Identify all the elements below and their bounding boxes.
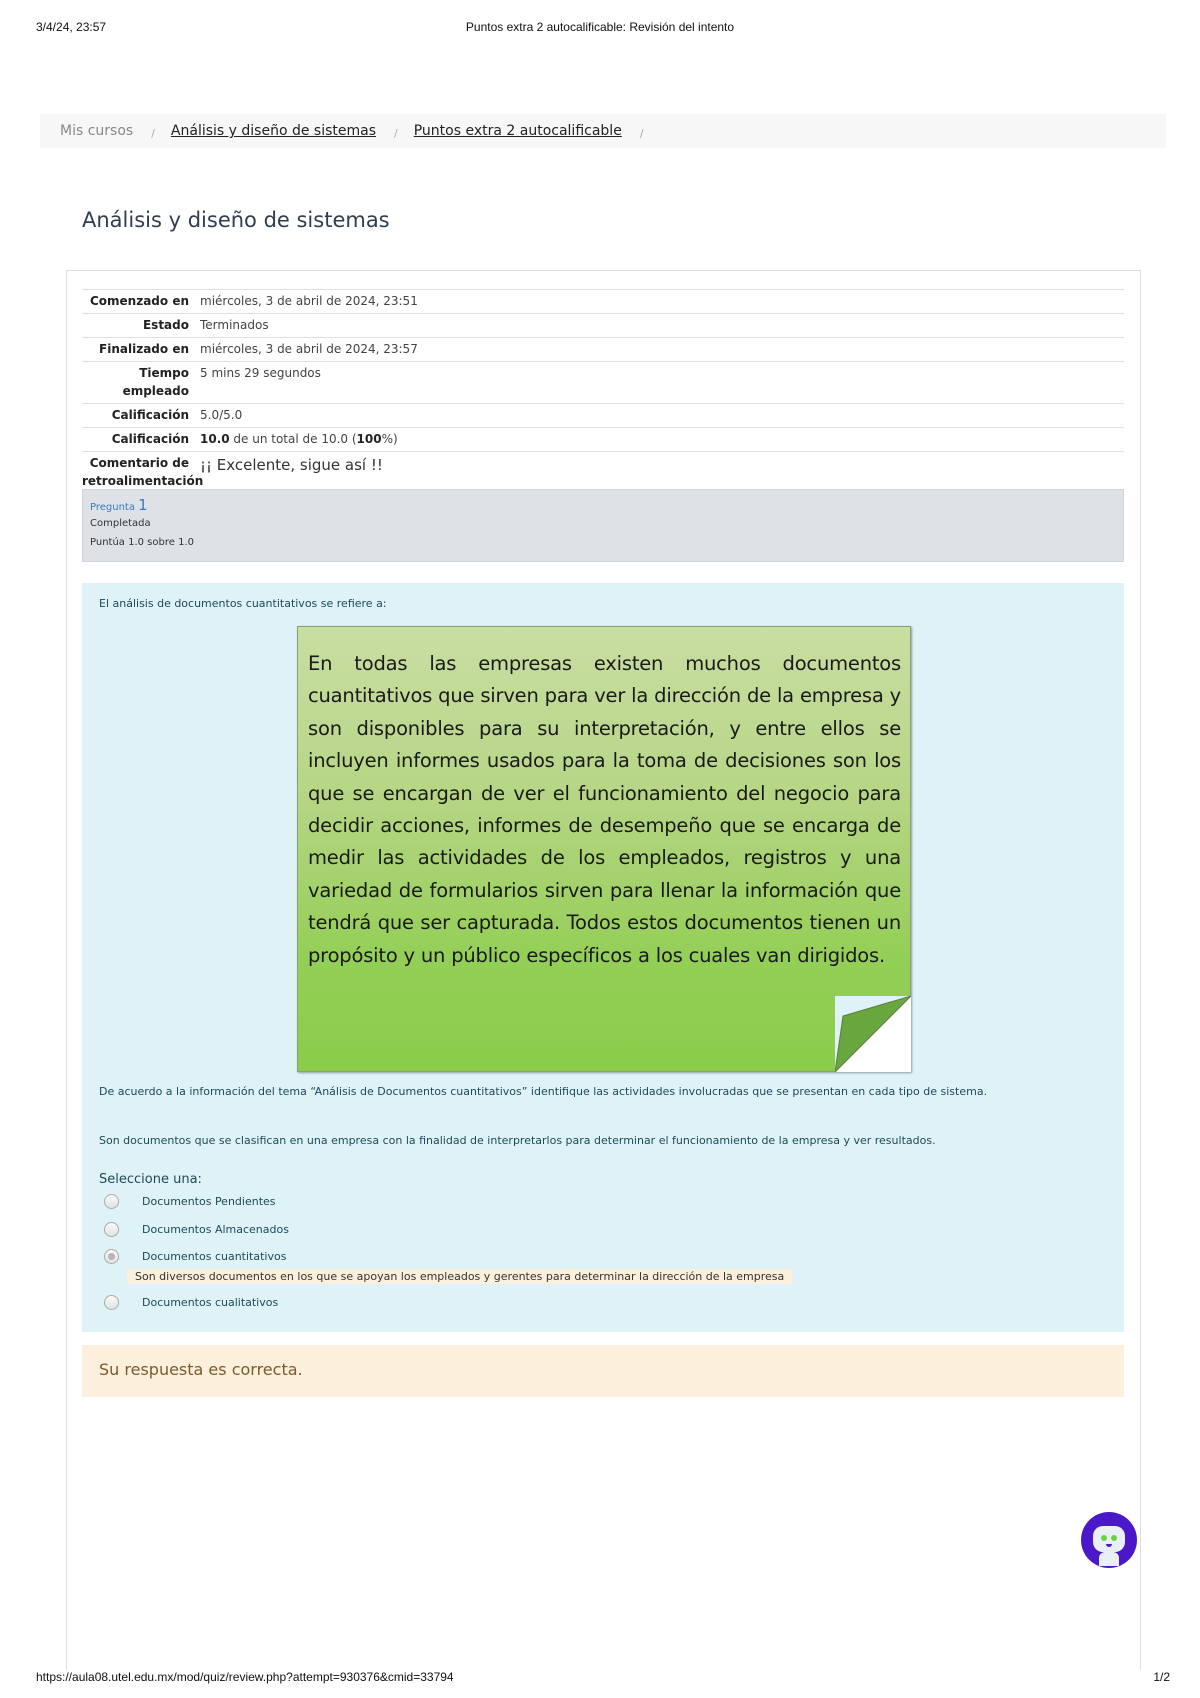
summary-value [200,430,1124,448]
summary-value: 5 mins 29 segundos [200,366,321,380]
question-paragraph: Son documentos que se clasifican en una empresa con la finalidad de interpretarlos para determinar el funcionamiento de la empresa y ver resultados. [99,1134,936,1147]
question-number [90,496,1116,514]
summary-label-line: retroalimentación [82,474,204,488]
chat-assistant-button[interactable] [1081,1512,1137,1568]
grade-value: 10.0 [200,432,230,446]
summary-label-line: Tiempo [139,366,189,380]
robot-eye [1101,1535,1107,1541]
robot-body [1099,1552,1119,1566]
robot-eye [1111,1535,1117,1541]
breadcrumb-course-link[interactable]: Análisis y diseño de sistemas [170,123,377,139]
specific-feedback: Son diversos documentos en los que se apoyan los empleados y gerentes para determinar la dirección de la empresa [127,1269,792,1284]
summary-row-state [82,313,1124,337]
answer-option[interactable] [104,1222,289,1237]
answer-option[interactable] [104,1295,278,1310]
summary-label [82,364,200,400]
robot-mouth [1106,1544,1112,1547]
breadcrumb [40,114,1166,148]
answer-outcome: Su respuesta es correcta. [82,1345,1124,1397]
answer-option-label: Documentos cuantitativos [142,1250,287,1263]
summary-label [82,454,204,490]
summary-label-line: empleado [122,384,189,398]
breadcrumb-my-courses[interactable]: Mis cursos [60,123,134,139]
summary-row-grade [82,427,1124,451]
breadcrumb-separator: / [151,126,155,140]
print-title: Puntos extra 2 autocalificable: Revisión del intento [465,20,735,34]
answer-option[interactable] [104,1194,276,1209]
radio-button[interactable] [104,1194,119,1209]
summary-row-started [82,289,1124,313]
question-label: Pregunta [90,502,135,513]
summary-label: Calificación [111,432,189,446]
breadcrumb-separator: / [394,126,398,140]
answer-option-label: Documentos Pendientes [142,1195,276,1208]
breadcrumb-separator: / [639,126,644,140]
summary-label: Calificación [111,408,189,422]
radio-button[interactable] [104,1295,119,1310]
summary-row-feedback [82,451,1124,493]
print-page-number: 1/2 [1153,1670,1170,1684]
breadcrumb-quiz-link[interactable]: Puntos extra 2 autocalificable [413,123,622,139]
grade-suffix: %) [381,432,398,446]
question-paragraph: De acuerdo a la información del tema “Análisis de Documentos cuantitativos” identifique las actividades involucradas que se presentan en cada tipo de sistema. [99,1085,988,1098]
summary-label: Finalizado en [99,342,189,356]
answer-option-label: Documentos Almacenados [142,1223,289,1236]
sticky-note-text: En todas las empresas existen muchos documentos cuantitativos que sirven para ver la dirección de la empresa y son disponibles para su interpretación, y entre ellos se incluyen informes usados para la toma de decisiones son los que se encargan de ver el funcionamiento del negocio para decidir acciones, informes de desempeño que se encarga de medir las actividades de los empleados, registros y una variedad de formularios sirven para llenar la información que tendrá que ser capturada. Todos estos documentos tienen un propósito y un público específicos a los cuales van dirigidos. [308,652,901,967]
summary-value: miércoles, 3 de abril de 2024, 23:57 [200,342,418,356]
question-grade: Puntúa 1.0 sobre 1.0 [90,537,194,548]
page-title: Análisis y diseño de sistemas [82,208,390,232]
summary-row-marks [82,403,1124,427]
grade-percent: 100 [356,432,382,446]
question-info-box [82,489,1124,562]
grade-middle: de un total de 10.0 ( [229,432,357,446]
answer-option-label: Documentos cualitativos [142,1296,279,1309]
radio-button[interactable] [104,1222,119,1237]
question-intro: El análisis de documentos cuantitativos se refiere a: [99,597,387,610]
summary-label: Comenzado en [89,294,189,308]
question-state: Completada [90,518,151,529]
print-url: https://aula08.utel.edu.mx/mod/quiz/review.php?attempt=930376&cmid=33794 [36,1670,454,1684]
overall-feedback: ¡¡ Excelente, sigue así !! [200,456,383,474]
answer-option-selected[interactable] [104,1249,286,1264]
summary-label: Estado [142,318,189,332]
answer-prompt: Seleccione una: [99,1172,202,1187]
summary-row-time-taken [82,361,1124,403]
radio-button-checked[interactable] [104,1249,119,1264]
question-number-value: 1 [138,496,148,514]
question-content [82,583,1124,1332]
print-date: 3/4/24, 23:57 [36,20,107,34]
summary-value: miércoles, 3 de abril de 2024, 23:51 [200,294,418,308]
sticky-note-image [297,626,911,1072]
summary-label-line: Comentario de [89,456,189,470]
summary-row-finished [82,337,1124,361]
robot-icon [1093,1526,1125,1552]
summary-value: 5.0/5.0 [200,408,243,422]
attempt-summary-table [82,289,1124,493]
page-curl-icon [835,996,911,1072]
summary-value: Terminados [200,318,269,332]
